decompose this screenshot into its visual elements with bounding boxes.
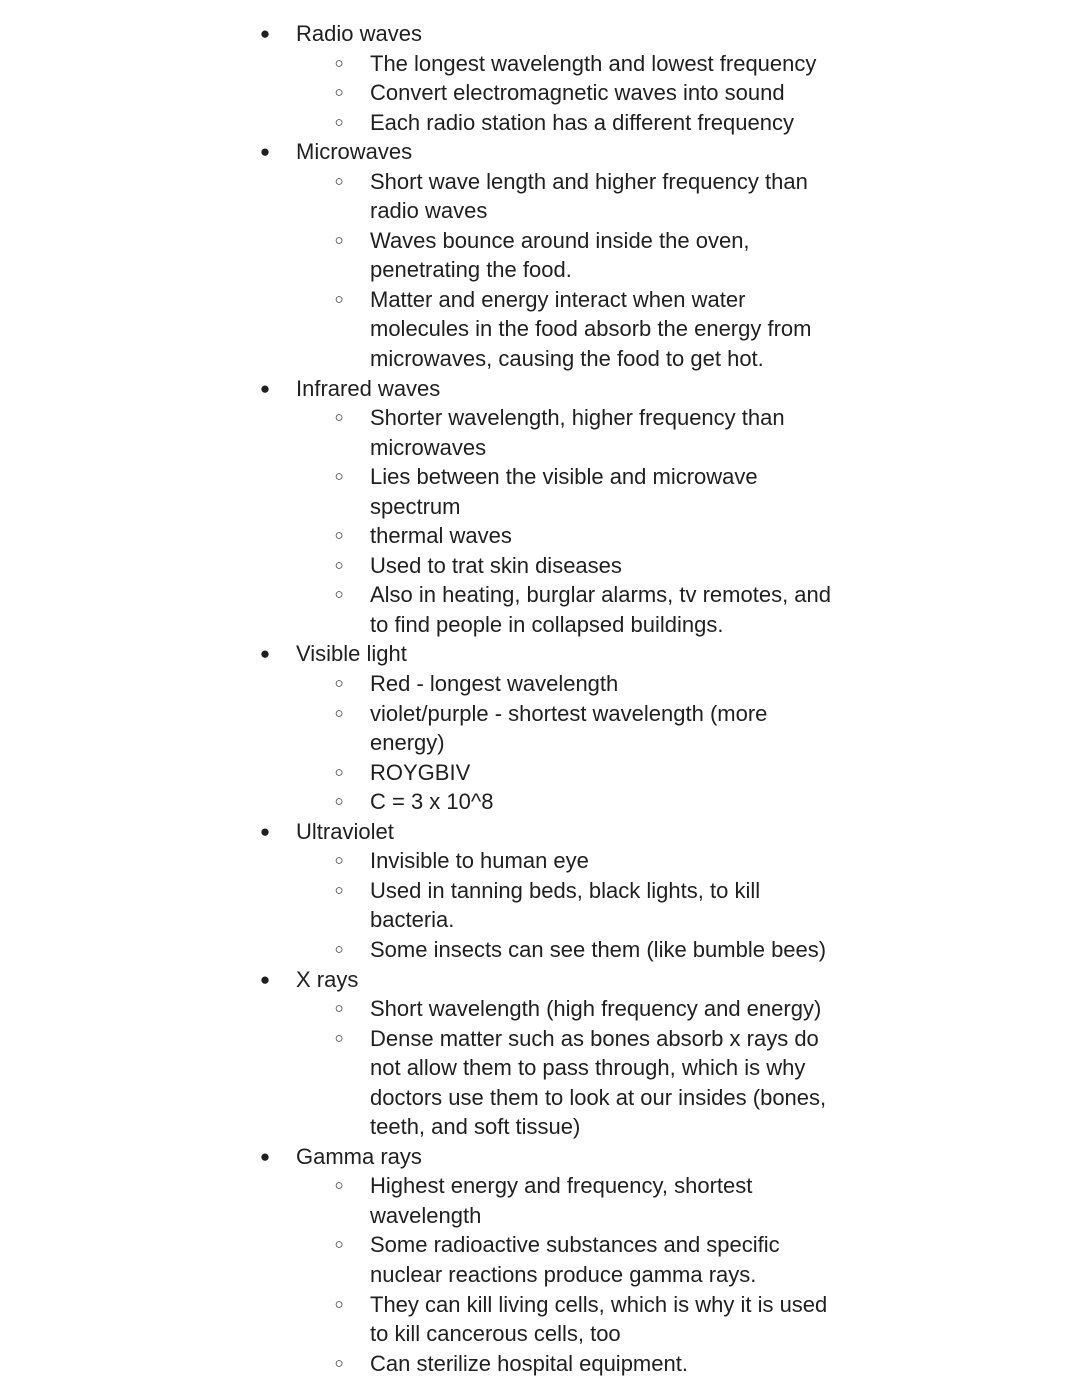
section-heading-line — [0, 965, 1080, 995]
list-item-text: thermal waves — [370, 523, 512, 549]
list-item-text: bacteria. — [370, 907, 455, 933]
list-item-continuation — [0, 610, 1080, 640]
list-item-continuation — [0, 196, 1080, 226]
hollow-bullet-icon — [331, 1171, 347, 1201]
bullet-dot-icon — [258, 374, 272, 404]
list-item-text: The longest wavelength and lowest frequency — [370, 50, 817, 76]
hollow-bullet-icon — [331, 167, 347, 197]
list-item-text: Some radioactive substances and specific — [370, 1232, 780, 1258]
list-item — [0, 167, 1080, 197]
list-item — [0, 758, 1080, 788]
section-heading-line — [0, 817, 1080, 847]
list-item-text: nuclear reactions produce gamma rays. — [370, 1261, 757, 1287]
hollow-bullet-icon — [331, 108, 347, 138]
list-item — [0, 580, 1080, 610]
hollow-bullet-icon — [331, 580, 347, 610]
hollow-bullet-icon — [331, 521, 347, 551]
list-item-text: Invisible to human eye — [370, 848, 589, 874]
section-heading-line — [0, 137, 1080, 167]
list-item-text: Some insects can see them (like bumble bees) — [370, 936, 827, 962]
list-item-text: Highest energy and frequency, shortest — [370, 1173, 753, 1199]
list-item — [0, 462, 1080, 492]
bullet-dot-icon — [258, 639, 272, 669]
list-item-continuation — [0, 344, 1080, 374]
list-item-continuation — [0, 314, 1080, 344]
list-item-continuation — [0, 1053, 1080, 1083]
list-item-text: Can sterilize hospital equipment. — [370, 1350, 688, 1376]
list-item-text: Short wave length and higher frequency than — [370, 168, 808, 194]
hollow-bullet-icon — [331, 226, 347, 256]
list-item-text: violet/purple - shortest wavelength (more — [370, 700, 768, 726]
list-item — [0, 108, 1080, 138]
list-item — [0, 876, 1080, 906]
list-item-text: They can kill living cells, which is why it is used — [370, 1291, 828, 1317]
section-heading-line — [0, 639, 1080, 669]
document-body — [0, 19, 1080, 1378]
list-item — [0, 846, 1080, 876]
list-item — [0, 935, 1080, 965]
section-title: Gamma rays — [296, 1143, 422, 1169]
list-item — [0, 1230, 1080, 1260]
list-item-text: Used in tanning beds, black lights, to kill — [370, 877, 761, 903]
list-item — [0, 285, 1080, 315]
hollow-bullet-icon — [331, 1290, 347, 1320]
list-item-text: to find people in collapsed buildings. — [370, 611, 724, 637]
list-item — [0, 994, 1080, 1024]
section-title: X rays — [296, 966, 359, 992]
list-item-continuation — [0, 255, 1080, 285]
hollow-bullet-icon — [331, 462, 347, 492]
list-item-continuation — [0, 728, 1080, 758]
list-item-text: Short wavelength (high frequency and energy) — [370, 996, 822, 1022]
section-title: Microwaves — [296, 139, 413, 165]
list-item — [0, 49, 1080, 79]
list-item — [0, 1171, 1080, 1201]
list-item — [0, 1290, 1080, 1320]
list-item-text: Lies between the visible and microwave — [370, 464, 758, 490]
section-heading-line — [0, 374, 1080, 404]
hollow-bullet-icon — [331, 403, 347, 433]
hollow-bullet-icon — [331, 285, 347, 315]
hollow-bullet-icon — [331, 699, 347, 729]
list-item — [0, 521, 1080, 551]
list-item-continuation — [0, 433, 1080, 463]
hollow-bullet-icon — [331, 1024, 347, 1054]
list-item-text: Used to trat skin diseases — [370, 552, 622, 578]
list-item-text: doctors use them to look at our insides (bones, — [370, 1084, 827, 1110]
list-item-text: ROYGBIV — [370, 759, 471, 785]
list-item-text: Also in heating, burglar alarms, tv remotes, and — [370, 582, 832, 608]
hollow-bullet-icon — [331, 669, 347, 699]
section-title: Visible light — [296, 641, 407, 667]
section-title: Ultraviolet — [296, 818, 394, 844]
list-item-text: C = 3 x 10^8 — [370, 789, 494, 815]
bullet-dot-icon — [258, 137, 272, 167]
list-item-text: penetrating the food. — [370, 257, 572, 283]
list-item-text: Matter and energy interact when water — [370, 286, 746, 312]
list-item-continuation — [0, 1201, 1080, 1231]
list-item-text: Red - longest wavelength — [370, 671, 619, 697]
section-title: Infrared waves — [296, 375, 441, 401]
list-item — [0, 226, 1080, 256]
bullet-dot-icon — [258, 1142, 272, 1172]
list-item-text: Dense matter such as bones absorb x rays do — [370, 1025, 819, 1051]
hollow-bullet-icon — [331, 49, 347, 79]
list-item-continuation — [0, 905, 1080, 935]
list-item-text: spectrum — [370, 493, 461, 519]
hollow-bullet-icon — [331, 758, 347, 788]
hollow-bullet-icon — [331, 994, 347, 1024]
hollow-bullet-icon — [331, 1349, 347, 1379]
list-item — [0, 551, 1080, 581]
hollow-bullet-icon — [331, 876, 347, 906]
section-heading-line — [0, 19, 1080, 49]
list-item-text: molecules in the food absorb the energy from — [370, 316, 812, 342]
list-item-text: to kill cancerous cells, too — [370, 1321, 621, 1347]
list-item — [0, 787, 1080, 817]
list-item — [0, 699, 1080, 729]
list-item-text: wavelength — [370, 1202, 482, 1228]
list-item-text: microwaves — [370, 434, 487, 460]
list-item-text: radio waves — [370, 198, 488, 224]
list-item — [0, 78, 1080, 108]
section-title: Radio waves — [296, 21, 422, 46]
bullet-dot-icon — [258, 965, 272, 995]
list-item-continuation — [0, 1112, 1080, 1142]
list-item-text: Shorter wavelength, higher frequency than — [370, 405, 785, 431]
hollow-bullet-icon — [331, 846, 347, 876]
list-item-continuation — [0, 1083, 1080, 1113]
list-item — [0, 1024, 1080, 1054]
hollow-bullet-icon — [331, 1230, 347, 1260]
bullet-dot-icon — [258, 19, 272, 49]
list-item-text: Convert electromagnetic waves into sound — [370, 80, 785, 106]
list-item-text: Each radio station has a different frequency — [370, 109, 794, 135]
hollow-bullet-icon — [331, 935, 347, 965]
list-item — [0, 403, 1080, 433]
list-item-text: Waves bounce around inside the oven, — [370, 227, 750, 253]
hollow-bullet-icon — [331, 787, 347, 817]
list-item — [0, 669, 1080, 699]
bullet-dot-icon — [258, 817, 272, 847]
list-item — [0, 1349, 1080, 1379]
list-item-text: not allow them to pass through, which is why — [370, 1055, 806, 1081]
list-item-text: teeth, and soft tissue) — [370, 1114, 581, 1140]
list-item-text: energy) — [370, 730, 445, 756]
list-item-continuation — [0, 1260, 1080, 1290]
section-heading-line — [0, 1142, 1080, 1172]
hollow-bullet-icon — [331, 78, 347, 108]
list-item-text: microwaves, causing the food to get hot. — [370, 346, 764, 372]
list-item-continuation — [0, 1319, 1080, 1349]
hollow-bullet-icon — [331, 551, 347, 581]
list-item-continuation — [0, 492, 1080, 522]
